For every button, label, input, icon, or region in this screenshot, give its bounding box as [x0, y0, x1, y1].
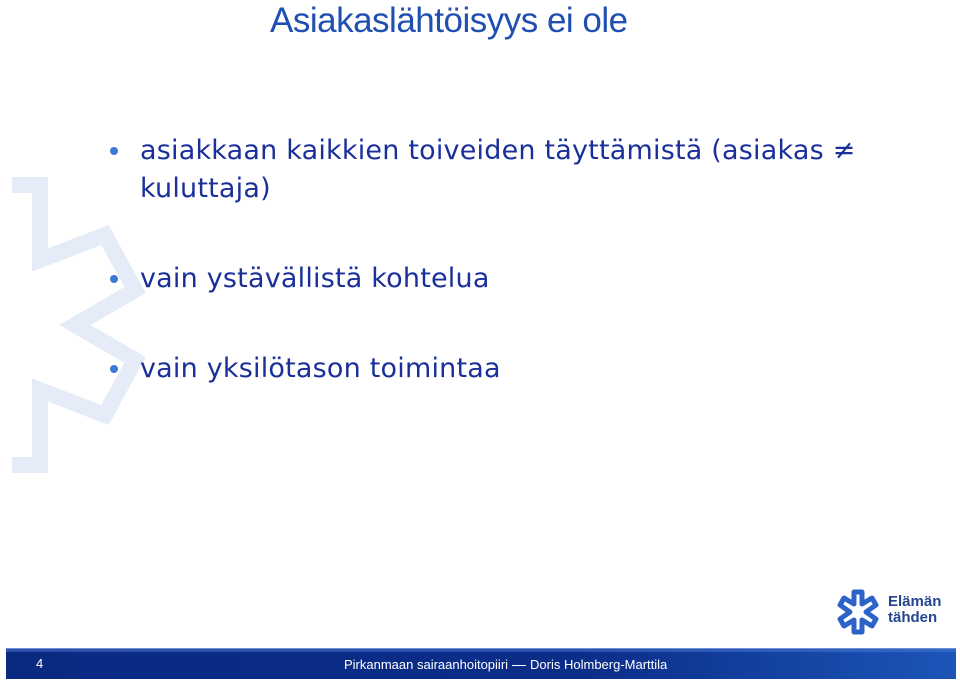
- logo-line-1: Elämän: [888, 593, 942, 610]
- bullet-item: [108, 350, 908, 388]
- footer-credits: [344, 657, 667, 672]
- bullet-list: [108, 132, 908, 388]
- slide-title: Asiakaslähtöisyys ei ole: [270, 1, 628, 40]
- elaman-tahden-logo: [834, 588, 954, 638]
- footer-bar: [6, 648, 956, 679]
- footer-author: Doris Holmberg-Marttila: [530, 657, 668, 672]
- bullet-dot-icon: [110, 275, 118, 283]
- bullet-text: vain yksilötason toimintaa: [140, 353, 501, 384]
- footer-organization: Pirkanmaan sairaanhoitopiiri: [344, 657, 509, 672]
- star-of-life-icon: [834, 588, 882, 636]
- footer-dash: [512, 665, 526, 666]
- logo-wordmark: [888, 594, 941, 626]
- bullet-item: [108, 260, 908, 298]
- bullet-dot-icon: [110, 147, 118, 155]
- logo-line-2: tähden: [888, 609, 938, 626]
- bullet-dot-icon: [110, 365, 118, 373]
- bullet-text: asiakkaan kaikkien toiveiden täyttämistä (asiakas ≠ kuluttaja): [140, 135, 856, 204]
- footer-stripe: [6, 649, 956, 652]
- bullet-item: [108, 132, 908, 208]
- page-number: 4: [36, 656, 44, 671]
- bullet-text: vain ystävällistä kohtelua: [140, 263, 490, 294]
